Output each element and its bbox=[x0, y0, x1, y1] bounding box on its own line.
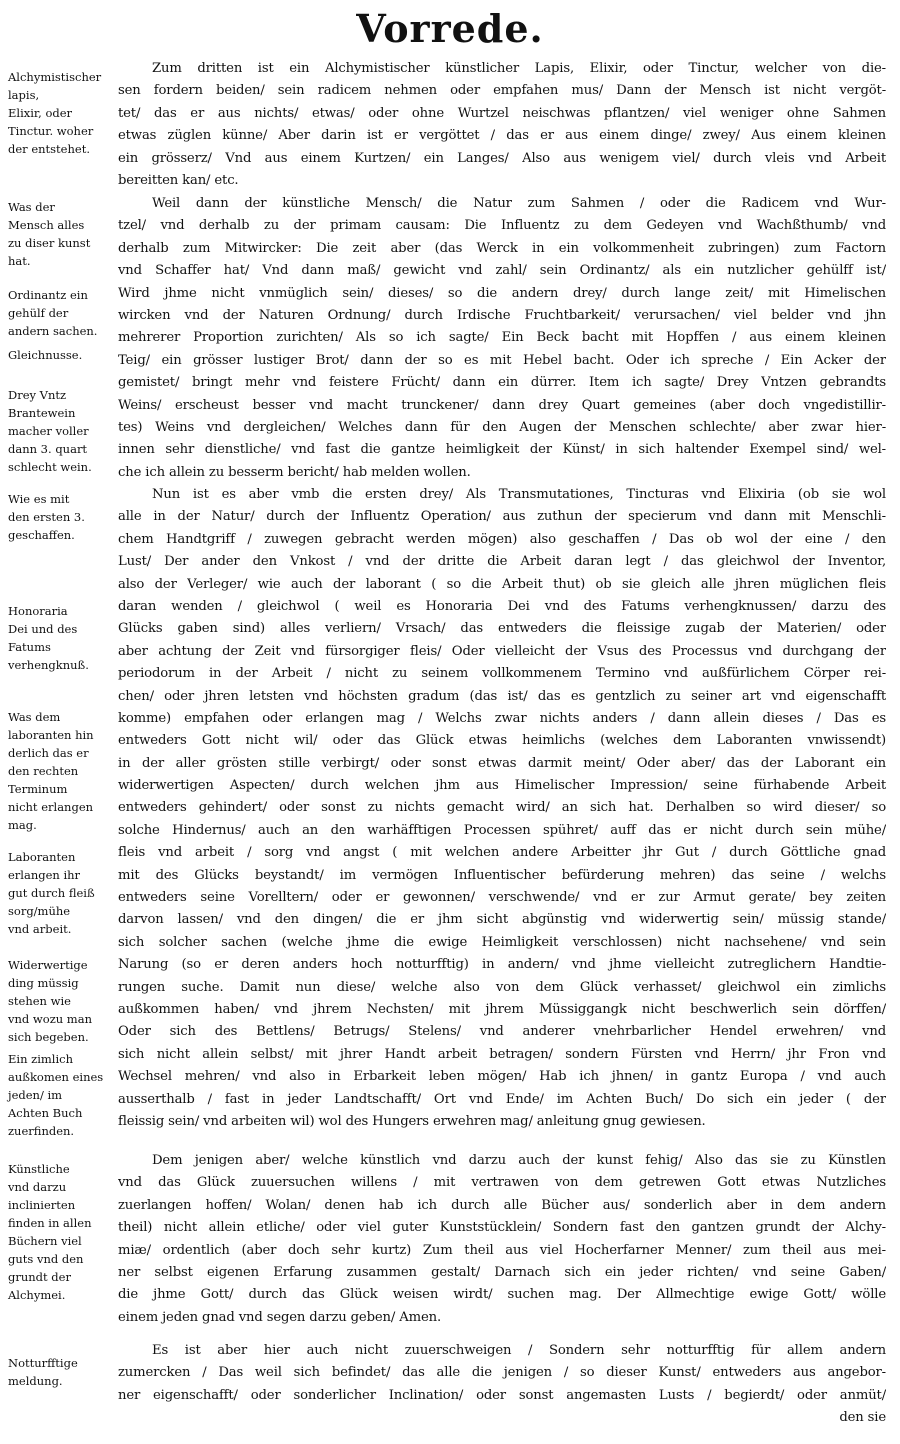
margin-note: Gleichnusse. bbox=[8, 348, 83, 362]
text-line: fleis vnd arbeit / sorg vnd angst ( mit welchen andere Arbeitter jhr Gut / durch Göttliche gnad bbox=[118, 845, 886, 861]
text-line: in der aller grösten stille verbirgt/ oder sonst etwas darmit meint/ Oder aber/ das der Laborant ein bbox=[118, 755, 886, 771]
page-title: Vorrede. bbox=[356, 6, 544, 51]
text-line: Nun ist es aber vmb die ersten drey/ Als Transmutationes, Tincturas vnd Elixiria (ob sie wol bbox=[152, 487, 886, 502]
text-line: darvon lassen/ vnd den dingen/ die er jhm sicht abgünstig vnd widerwertig sein/ müssig stande/ bbox=[118, 912, 886, 928]
text-line: alle in der Natur/ durch der Influentz Operation/ aus zuthun der specierum vnd dann mit Menschli- bbox=[118, 509, 886, 525]
margin-note: Widerwertige ding müssig stehen wie vnd wozu man sich begeben. bbox=[8, 958, 92, 1044]
margin-note: Was der Mensch alles zu diser kunst hat. bbox=[8, 200, 91, 268]
text-line: mit des Glücks beystandt/ im vermögen Influentischer befürderung mehren) das seine / welchs bbox=[118, 867, 886, 883]
text-line: miæ/ ordentlich (aber doch sehr kurtz) Zum theil aus viel Hocherfarner Menner/ zum theil aus mei- bbox=[118, 1242, 886, 1258]
text-line: außkommen haben/ vnd jhrem Nechsten/ mit jhrem Müssiggangk nicht beschwerlich sein dörffen/ bbox=[118, 1001, 886, 1017]
paragraph bbox=[118, 1340, 886, 1430]
text-line: vnd das Glück zuuersuchen willens / mit vertrawen von dem getrewen Gott etwas Nutzliches bbox=[118, 1175, 886, 1191]
text-line: ausserthalb / fast in jeder Landtschafft/ Ort vnd Ende/ im Achten Buch/ Do sich ein jeder ( der bbox=[118, 1091, 886, 1107]
text-line: rungen suche. Damit nun diese/ welche also von dem Glück verhasset/ gleichwol ein zimlichs bbox=[118, 979, 886, 995]
text-line: Dem jenigen aber/ welche künstlich vnd darzu auch der kunst fehig/ Also das sie zu Künstlen bbox=[152, 1153, 886, 1168]
text-line: daran wenden / gleichwol ( weil es Honoraria Dei vnd des Fatums verhengknussen/ darzu des bbox=[118, 598, 886, 614]
text-line: theil) nicht allein etliche/ oder viel guter Kunststücklein/ Sondern fast den gantzen grundt der Alchy- bbox=[118, 1220, 886, 1236]
text-line: entweders gehindert/ oder sonst zu nichts gemacht wird/ an sich hat. Derhalben so wird dieser/ so bbox=[118, 800, 886, 816]
text-line: einem jeden gnad vnd segen darzu geben/ Amen. bbox=[118, 1309, 441, 1325]
catchword: den sie bbox=[839, 1410, 886, 1426]
text-line: Zum dritten ist ein Alchymistischer künstlicher Lapis, Elixir, oder Tinctur, welcher von die- bbox=[152, 61, 886, 76]
text-line: ner selbst eigenen Erfarung zusammen gestalt/ Darnach sich ein jeder richten/ vnd seine Gaben/ bbox=[118, 1264, 886, 1280]
text-line: vnd Schaffer hat/ Vnd dann maß/ gewicht vnd zahl/ sein Ordinantz/ als ein nutzlicher gehülff ist/ bbox=[118, 263, 886, 279]
text-line: also der Verleger/ wie auch der laborant ( so die Arbeit thut) ob sie gleich alle jhren müglichen fleis bbox=[118, 576, 886, 592]
text-line: innen sehr dienstliche/ vnd fast die gantze heimligkeit der Künst/ in sich haltender Exempel sind/ wel- bbox=[118, 442, 886, 458]
margin-note: Honoraria Dei und des Fatums verhengknuß. bbox=[8, 604, 89, 672]
text-line: tet/ das er aus nichts/ etwas/ oder ohne Wurtzel neischwas pflantzen/ viel weniger ohne Sahmen bbox=[118, 105, 886, 121]
text-line: entweders Gott nicht wil/ oder das Glück etwas heimlichs (welches dem Laboranten vnwissendt) bbox=[118, 733, 886, 749]
text-line: solche Hindernus/ auch an den warhäfftigen Processen spühret/ auff das er nicht durch sein mühe/ bbox=[118, 822, 886, 838]
text-line: Oder sich des Bettlens/ Betrugs/ Stelens/ vnd anderer vnehrbarlicher Hendel erwehren/ vnd bbox=[118, 1024, 886, 1040]
text-line: zumercken / Das weil sich befindet/ das alle die jenigen / so dieser Kunst/ entweders aus angebor- bbox=[118, 1365, 886, 1381]
text-line: che ich allein zu besserm bericht/ hab melden wollen. bbox=[118, 464, 471, 480]
text-line: wircken vnd der Naturen Ordnung/ durch Irdische Fruchtbarkeit/ verursachen/ viel belder vnd jhn bbox=[118, 307, 886, 323]
text-line: Wird jhme nicht vnmüglich sein/ dieses/ so die andern drey/ durch lange zeit/ mit Himelischen bbox=[118, 285, 886, 301]
margin-note: Wie es mit den ersten 3. geschaffen. bbox=[8, 492, 85, 542]
text-line: fleissig sein/ vnd arbeiten wil) wol des Hungers erwehren mag/ anleitung gnug gewiesen. bbox=[118, 1113, 706, 1129]
text-line: Es ist aber hier auch nicht zuuerschweigen / Sondern sehr notturfftig für allem andern bbox=[152, 1343, 886, 1358]
paragraph bbox=[118, 193, 886, 484]
text-line: Narung (so er deren anders hoch notturfftig) in andern/ vnd jhme vielleicht zutreglichern Handtie- bbox=[118, 957, 886, 973]
margin-note: Notturfftige meldung. bbox=[8, 1356, 78, 1388]
text-line: sich nicht allein selbst/ mit jhrer Handt arbeit betragen/ sondern Fürsten vnd Herrn/ jhr Fron vnd bbox=[118, 1046, 886, 1062]
text-line: bereitten kan/ etc. bbox=[118, 172, 239, 188]
text-line: Lust/ Der ander den Vnkost / vnd der dritte die Arbeit daran legt / das gleichwol der Inventor, bbox=[118, 554, 886, 570]
paragraph bbox=[118, 1150, 886, 1329]
text-line: chem Handtgriff / zuwegen gebracht werden mögen) also geschaffen / Das ob wol der eine / den bbox=[118, 531, 886, 547]
text-line: tzel/ vnd derhalb zu der primam causam: Die Influentz zu dem Gedeyen vnd Wachßthumb/ vnd bbox=[118, 218, 886, 234]
margin-note: Ein zimlich außkomen eines jeden/ im Achten Buch zuerfinden. bbox=[8, 1052, 104, 1138]
margin-note: Ordinantz ein gehülf der andern sachen. bbox=[8, 288, 98, 338]
margin-note: Künstliche vnd darzu inclinierten finden in allen Büchern viel guts vnd den grundt der Alchymei. bbox=[8, 1162, 92, 1302]
text-line: mehrerer Proportion zurichten/ Als so ich sagte/ Ein Beck bacht mit Hopffen / aus einem kleinen bbox=[118, 330, 886, 346]
text-line: Wechsel mehren/ vnd also in Erbarkeit leben mögen/ Hab ich jhnen/ in gantz Europa / vnd auch bbox=[118, 1069, 886, 1085]
text-line: ner eigenschafft/ oder sonderlicher Inclination/ oder sonst angemasten Lusts / begierdt/ oder anmüt/ bbox=[118, 1387, 886, 1403]
text-line: Glücks gaben sind) alles verliern/ Vrsach/ das entweders die fleissige zugab der Materien/ oder bbox=[118, 621, 886, 637]
text-line: Weins/ erscheust besser vnd macht trunckener/ dann drey Quart gemeines (aber doch vngedistillir- bbox=[118, 397, 886, 413]
text-line: sich solcher sachen (welche jhme die ewige Heimligkeit verschlossen) nicht nachsehene/ vnd sein bbox=[118, 934, 886, 950]
text-line: zuerlangen hoffen/ Wolan/ denen hab ich durch alle Bücher aus/ sonderlich aber in dem andern bbox=[118, 1197, 886, 1213]
margin-note: Alchymistischer lapis, Elixir, oder Tinctur. woher der entstehet. bbox=[8, 70, 102, 156]
text-line: entweders seine Vorelltern/ oder er gewonnen/ verschwende/ vnd er zur Armut gerate/ bey zeiten bbox=[118, 890, 886, 906]
paragraph bbox=[118, 58, 886, 192]
text-line: widerwertigen Aspecten/ durch welchen jhm aus Himelischer Impression/ seine fürhabende Arbeit bbox=[118, 778, 886, 794]
margin-note: Laboranten erlangen ihr gut durch fleiß sorg/mühe vnd arbeit. bbox=[8, 850, 95, 936]
text-line: etwas züglen künne/ Aber darin ist er vergöttet / das er aus einem dinge/ zwey/ Aus einem kleinen bbox=[118, 128, 886, 144]
text-line: die jhme Gott/ durch das Glück weisen wirdt/ suchen mag. Der Allmechtige ewige Gott/ wölle bbox=[118, 1287, 886, 1303]
text-line: gemistet/ bringt mehr vnd feistere Frücht/ dann ein dürrer. Item ich sagte/ Drey Vntzen gebrandts bbox=[118, 375, 886, 391]
text-line: aber achtung der Zeit vnd fürsorgiger fleis/ Oder vielleicht der Vsus des Processus vnd durchgang der bbox=[118, 643, 886, 659]
text-line: sen fordern beiden/ sein radicem nehmen oder empfahen mus/ Dann der Mensch ist nicht vergöt- bbox=[118, 83, 886, 99]
text-line: Weil dann der künstliche Mensch/ die Natur zum Sahmen / oder die Radicem vnd Wur- bbox=[152, 196, 886, 211]
paragraph bbox=[118, 484, 886, 1133]
text-line: komme) empfahen oder erlangen mag / Welchs zwar nichts anders / dann allein dieses / Das es bbox=[118, 710, 886, 726]
margin-note: Was dem laboranten hin derlich das er den rechten Terminum nicht erlangen mag. bbox=[8, 710, 94, 832]
text-line: tes) Weins vnd dergleichen/ Welches dann für den Augen der Menschen schlechte/ aber zwar hier- bbox=[118, 419, 886, 435]
text-line: ein grösserz/ Vnd aus einem Kurtzen/ ein Langes/ Also aus wenigem viel/ durch vleis vnd Arbeit bbox=[118, 150, 886, 166]
text-line: derhalb zum Mitwircker: Die zeit aber (das Werck in ein volkommenheit zubringen) zum Factorn bbox=[118, 240, 886, 256]
margin-note: Drey Vntz Brantewein macher voller dann 3. quart schlecht wein. bbox=[8, 388, 92, 474]
text-line: chen/ oder jhren letsten vnd höchsten gradum (das ist/ das es gentzlich zu seiner art vnd eigenschafft bbox=[118, 688, 886, 704]
text-line: periodorum in der Arbeit / nicht zu seinem vollkommenem Termino vnd außfürlichem Cörper rei- bbox=[118, 666, 886, 682]
text-line: Teig/ ein grösser lustiger Brot/ dann der so es mit Hebel bacht. Oder ich spreche / Ein Acker der bbox=[118, 352, 886, 368]
